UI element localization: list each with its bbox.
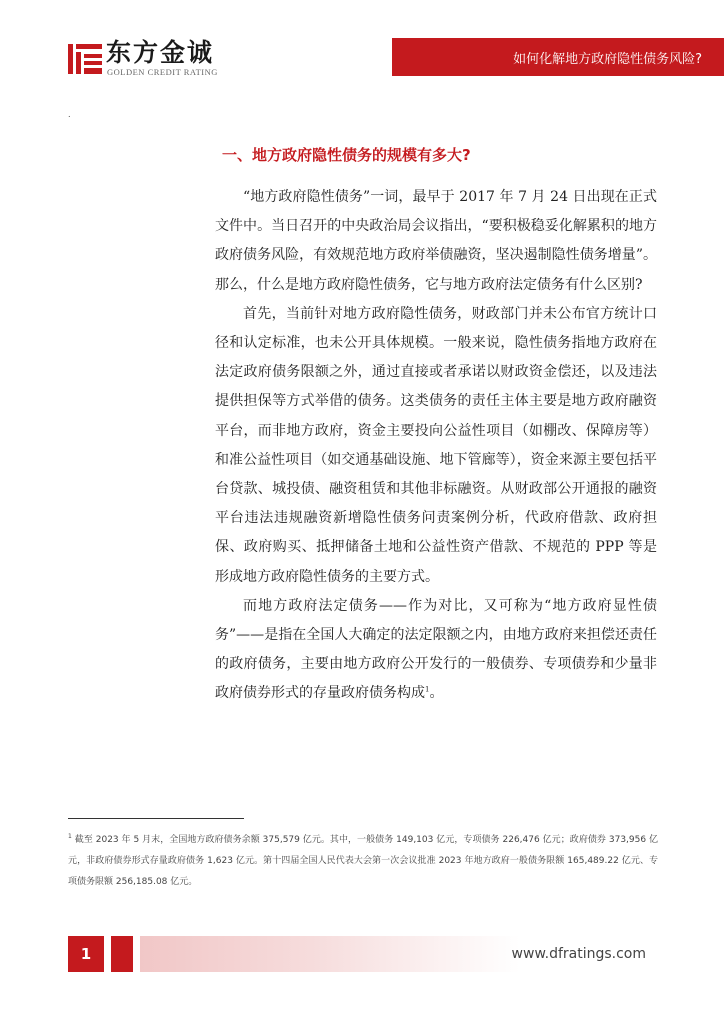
logo-subtext: GOLDEN CREDIT RATING [107,67,218,77]
paragraph-2: 首先，当前针对地方政府隐性债务，财政部门并未公布官方统计口径和认定标准，也未公开具体规模。一般来说，隐性债务指地方政府在法定政府债务限额之外，通过直接或者承诺以财政资金偿还，以及违法提供担保等方式举借的债务。这类债务的责任主体主要是地方政府融资平台，而非地方政府，资金主要投向公益性项目（如棚改、保障房等）和准公益性项目（如交通基础设施、地下管廊等），资金来源主要包括平台贷款、城投债、融资租赁和其他非标融资。从财政部公开通报的融资平台违法违规融资新增隐性债务问责案例分析，代政府借款、政府担保、政府购买、抵押储备土地和公益性资产借款、不规范的 PPP 等是形成地方政府隐性债务的主要方式。 [215,305,657,585]
paragraph-1: “地方政府隐性债务”一词，最早于 2017 年 7 月 24 日出现在正式文件中。当日召开的中央政治局会议指出，“要积极稳妥化解累积的地方政府债务风险，有效规范地方政府举债融资，坚决遏制隐性债务增量”。那么，什么是地方政府隐性债务，它与地方政府法定债务有什么区别? [215,189,657,293]
footnote-text: 截至 2023 年 5 月末，全国地方政府债务余额 375,579 亿元。其中，一般债务 149,103 亿元，专项债务 226,476 亿元；政府债券 373,956 亿元，非政府债券形式存量政府债务 1,623 亿元。第十四届全国人民代表大会第一次会议批准 2023 年地方政府一般债务限额 165,489.22 亿元、专项债务限额 256,185.08 亿元。 [68,835,658,887]
footnote-reference[interactable]: 1 [425,685,430,694]
footnote-marker: 1 [68,833,72,840]
website-link[interactable]: www.dfratings.com [511,946,646,962]
page-number: 1 [68,936,104,972]
footer-bar [111,936,133,972]
logo-icon [68,44,102,74]
paragraph-3-end: 。 [429,685,444,702]
header-dot: . [68,110,71,119]
footnote [68,830,658,893]
paragraph-3-text: 而地方政府法定债务——作为对比，又可称为“地方政府显性债务”——是指在全国人大确定的法定限额之内，由地方政府来担偿还责任的政府债务，主要由地方政府公开发行的一般债券、专项债券和少量非政府债券形式的存量政府债务构成 [215,597,657,702]
footer-gradient-bar [140,936,520,972]
body-text [215,183,657,709]
footnote-divider [68,818,244,819]
paragraph-3 [215,592,657,709]
logo-text: 东方金诚 [106,38,215,67]
section-heading: 一、地方政府隐性债务的规模有多大? [222,146,471,164]
document-title: 如何化解地方政府隐性债务风险? [513,52,702,67]
